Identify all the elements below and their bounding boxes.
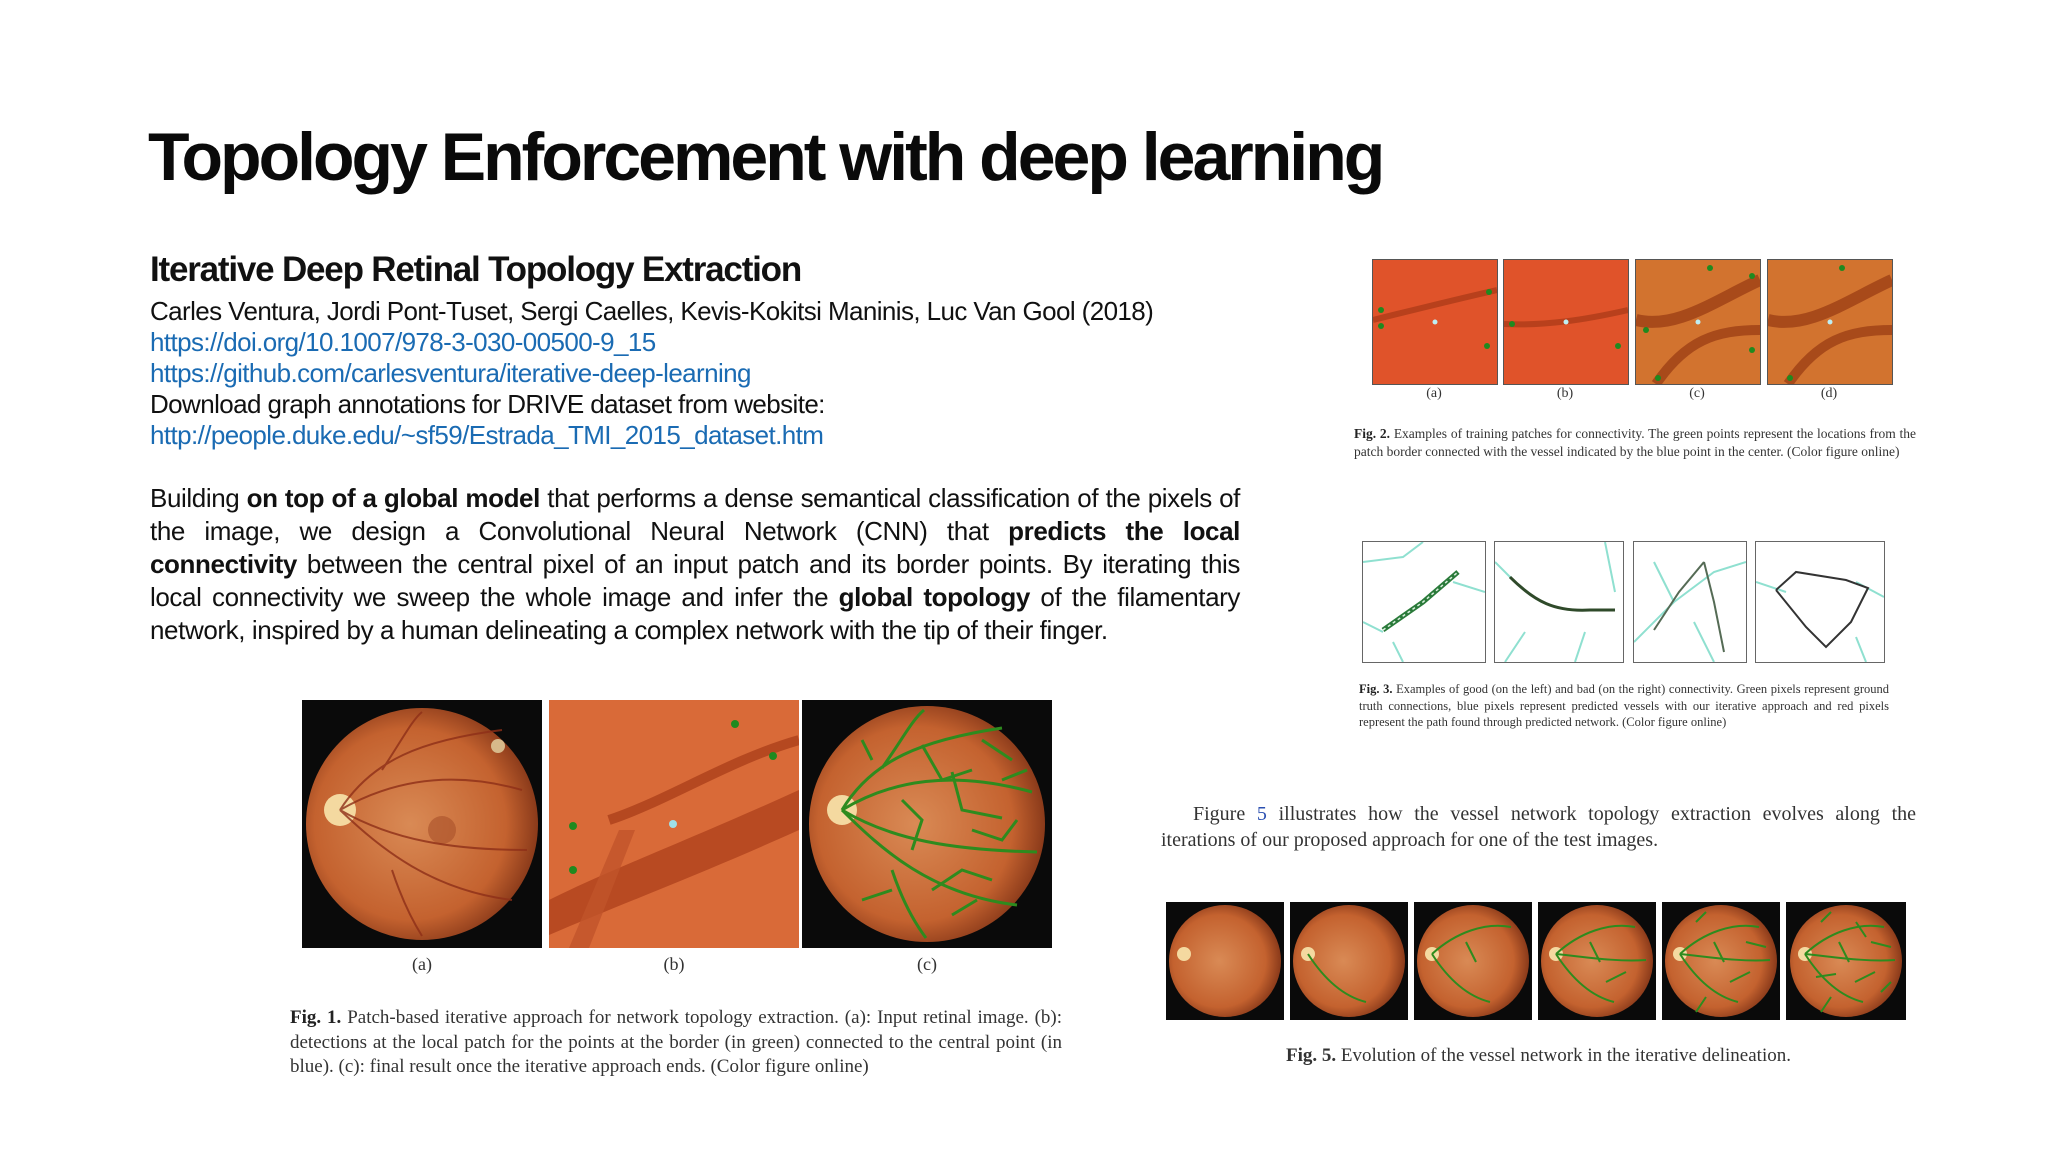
blue-center-point	[669, 820, 677, 828]
fig5-intro-after: illustrates how the vessel network topology extraction evolves along the iterations of our proposed approach for one of the test images.	[1161, 803, 1917, 851]
fig2-caption	[1354, 425, 1916, 461]
download-text: Download graph annotations for DRIVE dataset from website:	[150, 389, 825, 419]
fig1-caption	[290, 1006, 1062, 1080]
dataset-link[interactable]: http://people.duke.edu/~sf59/Estrada_TMI_2015_dataset.htm	[150, 420, 824, 450]
fig5-caption	[1161, 1045, 1916, 1067]
fig1-label-a: (a)	[412, 954, 432, 974]
fig5-caption-label: Fig. 5.	[1286, 1045, 1337, 1066]
fig3-example-2	[1494, 541, 1624, 663]
fig3-example-1	[1362, 541, 1486, 663]
fig5-frame-3	[1414, 902, 1532, 1020]
fig5-frame-6	[1786, 902, 1906, 1020]
fig2-caption-text: Examples of training patches for connectivity. The green points represent the locations from the patch border connected with the vessel indicated by the blue point in the center. (Color figure online)	[1354, 426, 1917, 459]
description-paragraph	[150, 482, 1240, 647]
fig3-example-4	[1755, 541, 1885, 663]
github-link[interactable]: https://github.com/carlesventura/iterative-deep-learning	[150, 358, 751, 388]
fig2-label-c: (c)	[1689, 386, 1705, 401]
fig3-caption-label: Fig. 3.	[1359, 682, 1393, 696]
fig2-patch-c	[1635, 259, 1761, 385]
fig3-example-3	[1633, 541, 1747, 663]
doi-link[interactable]: https://doi.org/10.1007/978-3-030-00500-9_15	[150, 327, 656, 357]
fig5-frame-1	[1166, 902, 1284, 1020]
para-text-4: of the filamentary network, inspired by a human delineating a complex network with the tip of their finger.	[150, 582, 1241, 645]
fig5-caption-text: Evolution of the vessel network in the iterative delineation.	[1340, 1045, 1791, 1066]
green-border-point	[569, 822, 577, 830]
fig5-frame-2	[1290, 902, 1408, 1020]
fig2-patch-b	[1503, 259, 1629, 385]
fig1-panel-b-local-patch	[549, 700, 799, 948]
authors: Carles Ventura, Jordi Pont-Tuset, Sergi Caelles, Kevis-Kokitsi Maninis, Luc Van Gool (2018)	[150, 296, 1154, 326]
fig2-label-a: (a)	[1426, 386, 1442, 401]
fig1-label-b: (b)	[663, 954, 685, 974]
fig5-intro-text	[1161, 801, 1916, 853]
fig1-caption-label: Fig. 1.	[290, 1007, 342, 1028]
fig2-label-d: (d)	[1820, 386, 1838, 401]
fig2-patch-a	[1372, 259, 1498, 385]
fig5-frame-4	[1538, 902, 1656, 1020]
fig1-panel-a-fundus-image	[302, 700, 542, 948]
slide-title: Topology Enforcement with deep learning	[148, 119, 1383, 195]
para-text-1: Building	[150, 483, 247, 513]
fig3-caption	[1359, 681, 1889, 731]
fig2-patch-d	[1767, 259, 1893, 385]
para-bold-3: global topology	[838, 582, 1030, 612]
para-text-3: between the central pixel of an input patch and its border points. By iterating this local connectivity we sweep the whole image and infer the	[150, 549, 1240, 612]
fig1-panel-c-result-overlay	[802, 700, 1052, 948]
green-border-point	[569, 866, 577, 874]
fig5-intro-before: Figure	[1193, 803, 1257, 825]
fig1-caption-text: Patch-based iterative approach for network topology extraction. (a): Input retinal image. (b): detections at the local patch for the points at the border (in green) connected to the central point (in blue). (c): final result once the iterative approach ends. (Color figure online)	[290, 1007, 1062, 1077]
fig5-frame-5	[1662, 902, 1780, 1020]
fig2-label-b: (b)	[1556, 386, 1574, 401]
para-text-2: that performs a dense semantical classification of the pixels of the image, we design a Convolutional Neural Network (CNN) that	[150, 483, 1241, 546]
para-bold-2: predicts the local connectivity	[150, 516, 1240, 579]
paper-title: Iterative Deep Retinal Topology Extraction	[150, 250, 802, 289]
fig2-caption-label: Fig. 2.	[1354, 426, 1391, 441]
fig5-evolution-strip	[1166, 902, 1906, 1020]
fig3-caption-text: Examples of good (on the left) and bad (on the right) connectivity. Green pixels represent ground truth connections, blue pixels represent predicted vessels with our iterative approach and red pixels represent the path found through predicted network. (Color figure online)	[1359, 682, 1890, 729]
para-bold-1: on top of a global model	[246, 483, 540, 513]
green-border-point	[769, 752, 777, 760]
fig1-label-c: (c)	[917, 954, 937, 974]
green-border-point	[731, 720, 739, 728]
fig5-figure-ref-link[interactable]: 5	[1256, 803, 1267, 825]
